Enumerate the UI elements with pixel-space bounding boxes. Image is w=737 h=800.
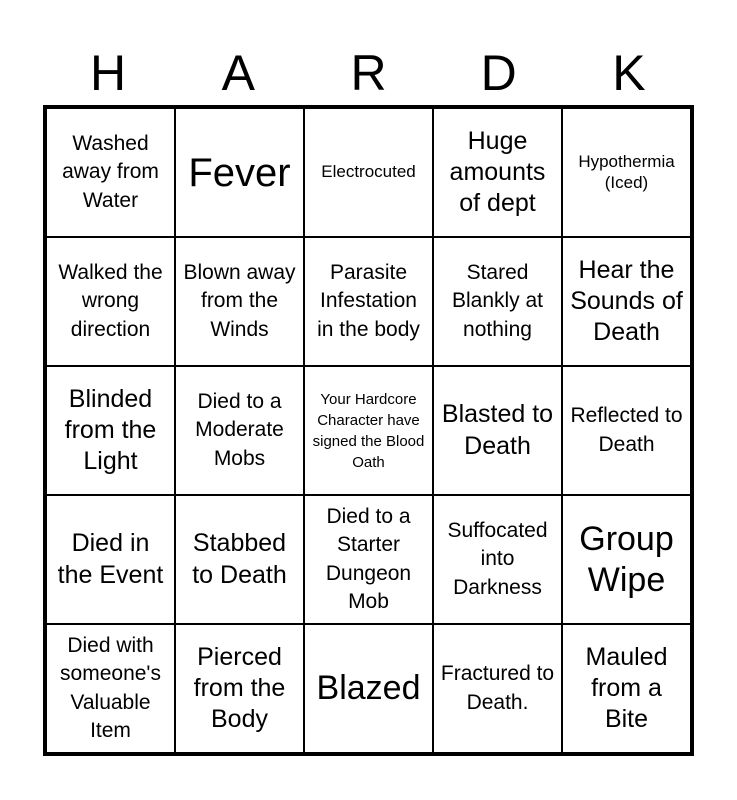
- bingo-cell[interactable]: Group Wipe: [562, 495, 691, 624]
- bingo-cell[interactable]: Blown away from the Winds: [175, 237, 304, 366]
- header-letter-a: A: [221, 45, 255, 101]
- bingo-cell[interactable]: Fractured to Death.: [433, 624, 562, 753]
- bingo-cell[interactable]: Fever: [175, 108, 304, 237]
- bingo-cell[interactable]: Hypothermia (Iced): [562, 108, 691, 237]
- bingo-cell[interactable]: Huge amounts of dept: [433, 108, 562, 237]
- bingo-cell[interactable]: Died with someone's Valuable Item: [46, 624, 175, 753]
- bingo-cell[interactable]: Parasite Infestation in the body: [304, 237, 433, 366]
- header-letter-r: R: [350, 45, 387, 101]
- bingo-cell[interactable]: Pierced from the Body: [175, 624, 304, 753]
- header-letter-d: D: [480, 45, 517, 101]
- header-letter-h: H: [90, 45, 127, 101]
- bingo-cell[interactable]: Walked the wrong direction: [46, 237, 175, 366]
- bingo-board: [43, 105, 694, 756]
- bingo-cell[interactable]: Washed away from Water: [46, 108, 175, 237]
- bingo-cell[interactable]: Blinded from the Light: [46, 366, 175, 495]
- bingo-cell[interactable]: Blasted to Death: [433, 366, 562, 495]
- bingo-cell[interactable]: Electrocuted: [304, 108, 433, 237]
- bingo-cell[interactable]: Mauled from a Bite: [562, 624, 691, 753]
- bingo-cell-free[interactable]: Your Hardcore Character have signed the Blood Oath: [304, 366, 433, 495]
- bingo-cell[interactable]: Reflected to Death: [562, 366, 691, 495]
- bingo-cell[interactable]: Blazed: [304, 624, 433, 753]
- bingo-cell[interactable]: Died in the Event: [46, 495, 175, 624]
- bingo-cell[interactable]: Stabbed to Death: [175, 495, 304, 624]
- bingo-cell[interactable]: Died to a Starter Dungeon Mob: [304, 495, 433, 624]
- bingo-cell[interactable]: Died to a Moderate Mobs: [175, 366, 304, 495]
- bingo-cell[interactable]: Suffocated into Darkness: [433, 495, 562, 624]
- bingo-cell[interactable]: Hear the Sounds of Death: [562, 237, 691, 366]
- header-letter-k: K: [612, 45, 646, 101]
- bingo-header: [43, 42, 694, 104]
- bingo-cell[interactable]: Stared Blankly at nothing: [433, 237, 562, 366]
